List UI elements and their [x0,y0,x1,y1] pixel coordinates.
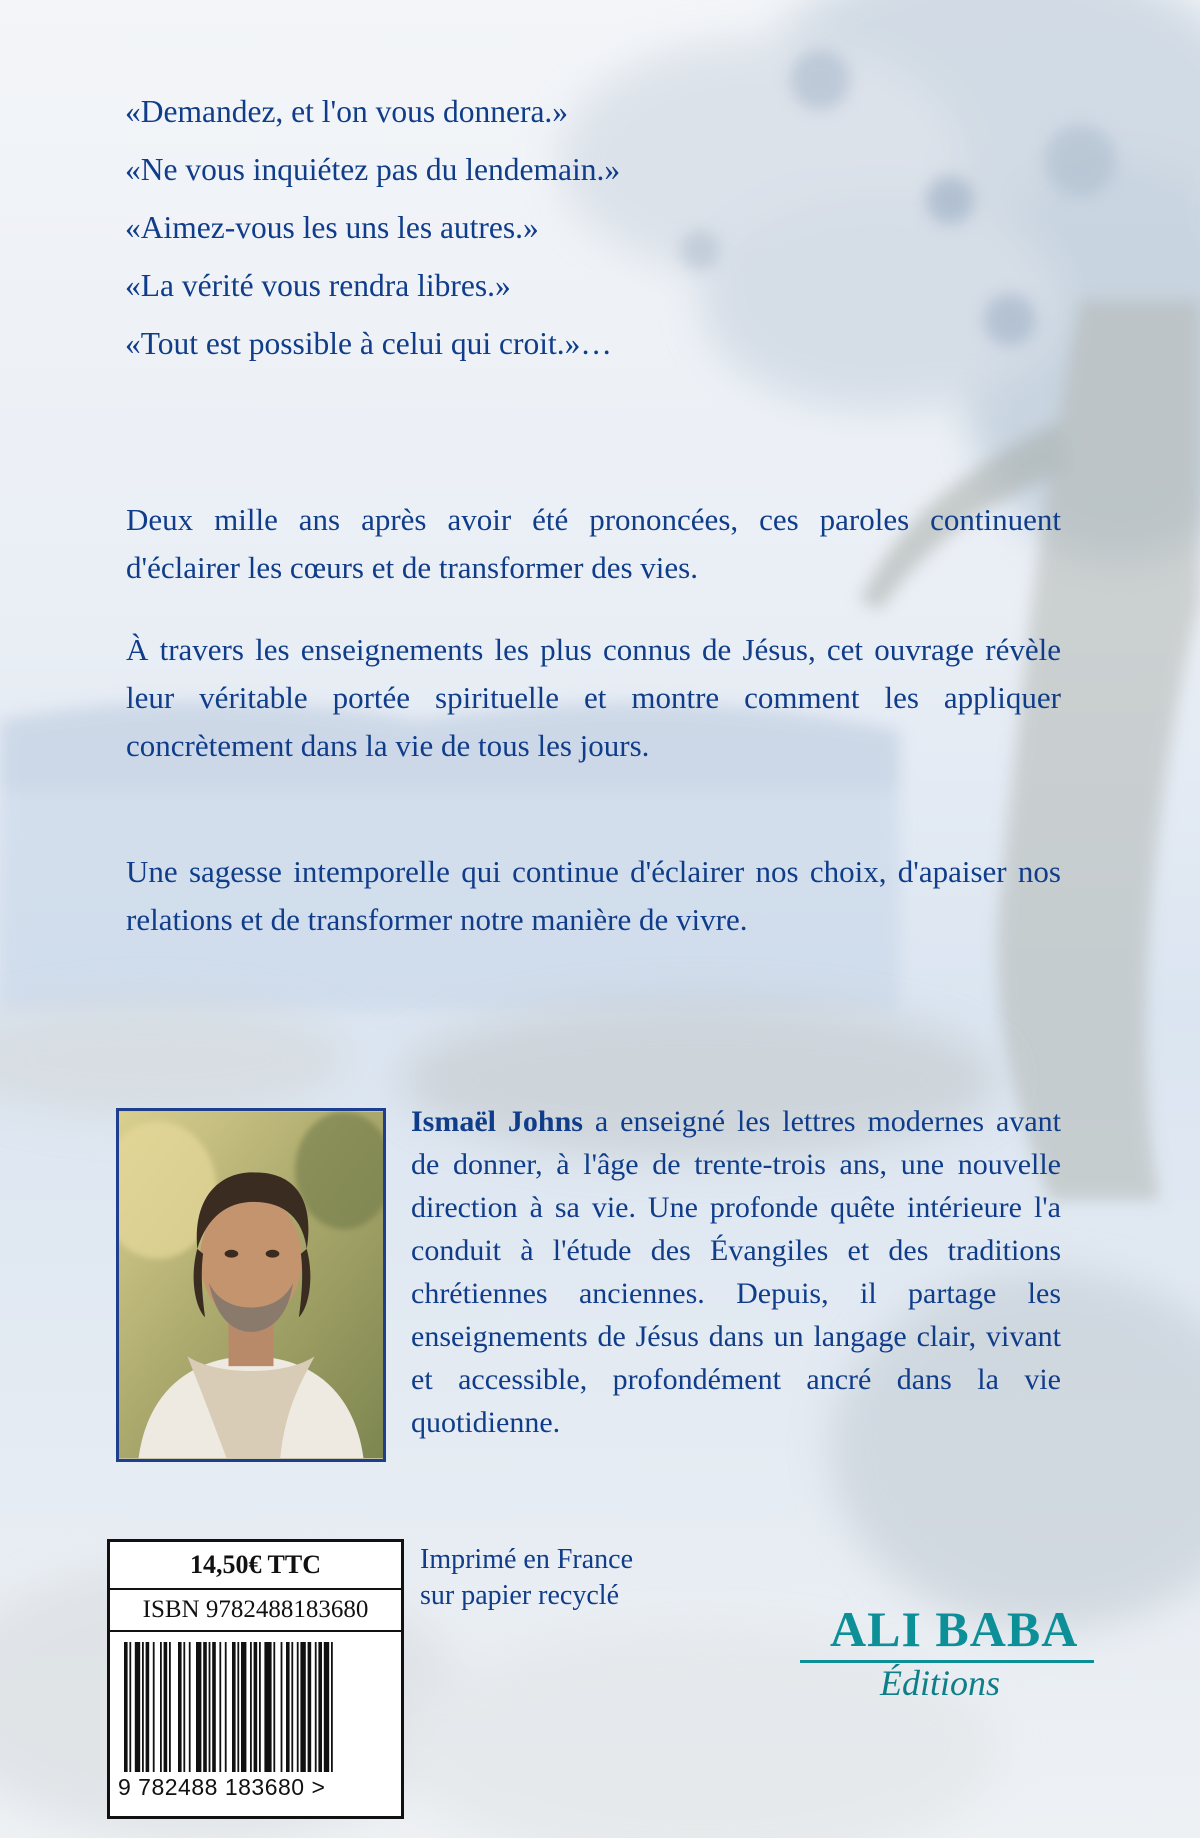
description-paragraph-2: À travers les enseignements les plus connus de Jésus, cet ouvrage révèle leur véritable portée spirituelle et montre comment les appliquer concrètement dans la vie de tous les jours. [126,632,1061,763]
printed-note [420,1542,633,1614]
quote-line: «Ne vous inquiétez pas du lendemain.» [125,152,621,187]
author-bio-text: a enseigné les lettres modernes avant de donner, à l'âge de trente-trois ans, une nouvelle direction à sa vie. Une profonde quête intérieure l'a conduit à l'étude des Évangiles et des traditions chrétiennes anciennes. Depuis, il partage les enseignements de Jésus dans un langage clair, vivant et accessible, profondément ancré dans la vie quotidienne. [411,1105,1061,1439]
author-bio [411,1100,1061,1444]
barcode-digits: 9 782488 183680 > [118,1774,326,1800]
publisher-sub: Éditions [880,1663,1001,1703]
quote-line: «Aimez-vous les uns les autres.» [125,210,539,245]
quote-line: «Demandez, et l'on vous donnera.» [125,94,569,129]
quotes-block [125,92,825,382]
description-paragraph-3: Une sagesse intemporelle qui continue d'éclairer nos choix, d'apaiser nos relations et de transformer notre manière de vivre. [126,854,1061,937]
price: 14,50€ TTC [110,1542,401,1590]
price-barcode-box [107,1539,404,1819]
publisher-logo [800,1600,1100,1710]
printed-line-1: Imprimé en France [420,1544,634,1575]
barcode [120,1642,392,1772]
author-photo [116,1108,386,1462]
printed-line-2: sur papier recyclé [420,1580,619,1611]
publisher-name: ALI BABA [830,1601,1079,1657]
isbn: ISBN 9782488183680 [110,1590,401,1632]
quote-line: «Tout est possible à celui qui croit.»… [125,326,612,361]
author-name: Ismaël Johns [411,1105,583,1138]
description-paragraph-1: Deux mille ans après avoir été prononcées, ces paroles continuent d'éclairer les cœurs et de transformer des vies. [126,502,1061,585]
quote-line: «La vérité vous rendra libres.» [125,268,511,303]
